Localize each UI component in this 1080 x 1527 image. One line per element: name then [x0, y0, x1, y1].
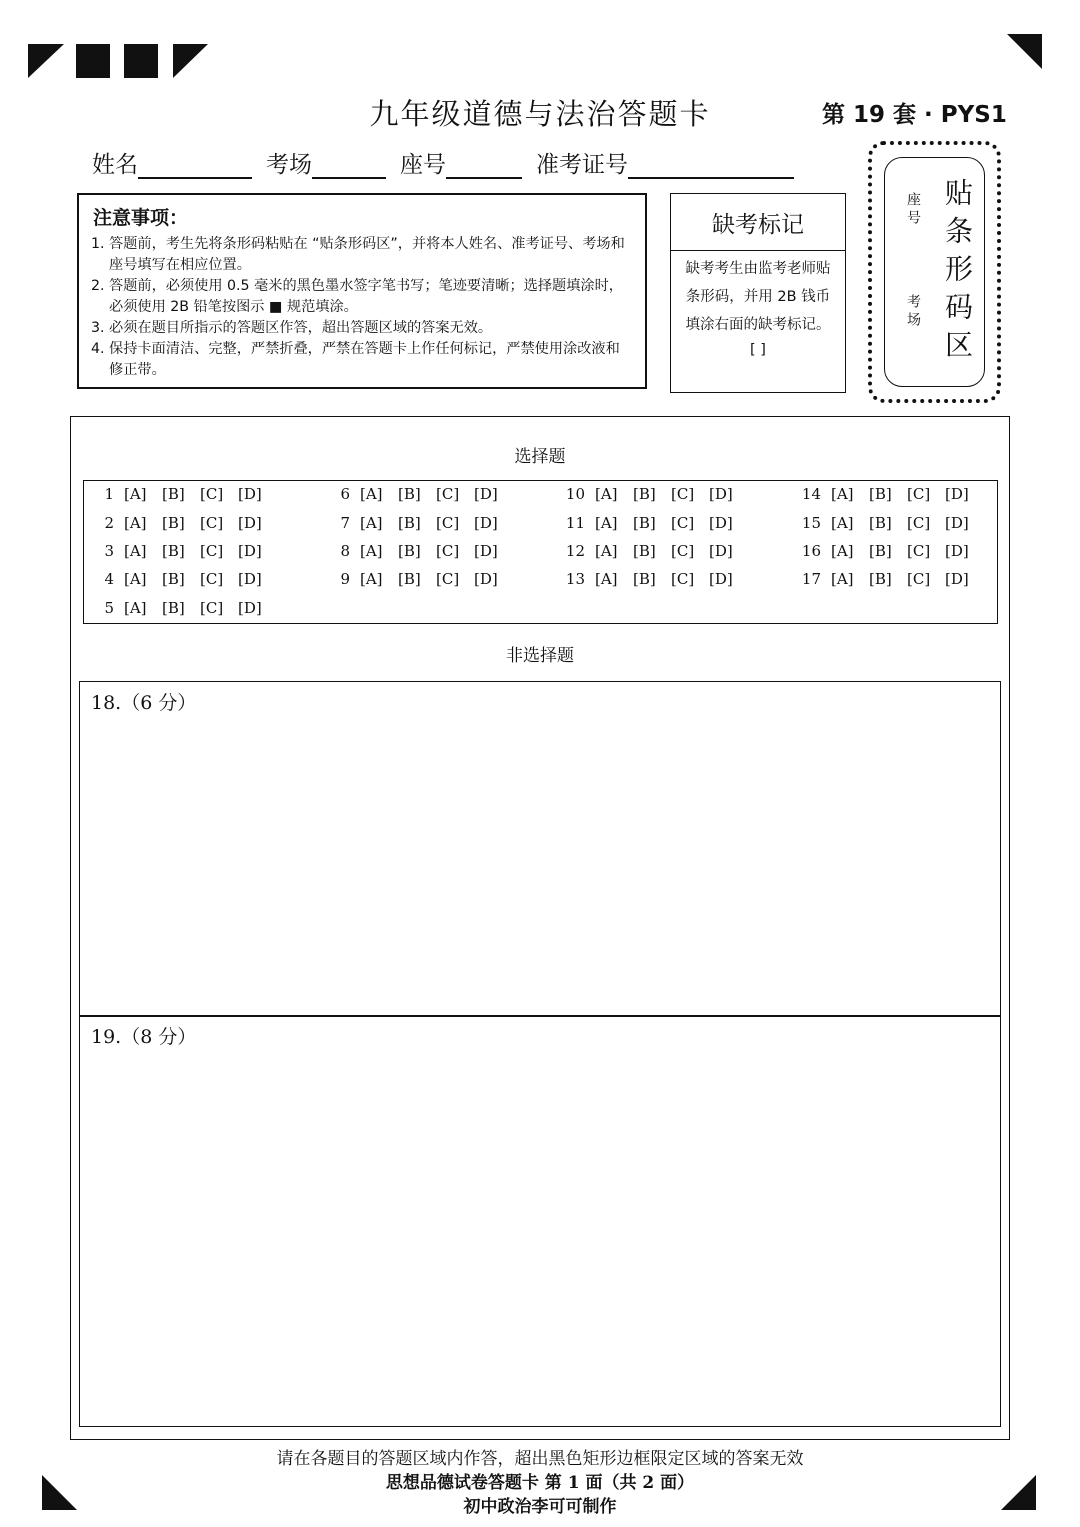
choice-option-bubble[interactable]: [A] — [360, 514, 383, 532]
exam-id-field[interactable] — [628, 149, 794, 179]
choice-option-bubble[interactable]: [B] — [398, 570, 421, 588]
choice-question-10 — [559, 485, 747, 503]
multiple-choice-grid — [83, 480, 998, 624]
choice-option-bubble[interactable]: [A] — [595, 542, 618, 560]
timing-mark — [76, 44, 110, 78]
choice-option-bubble[interactable]: [B] — [633, 514, 656, 532]
footer-credit: 初中政治李可可制作 — [463, 1497, 617, 1517]
barcode-area — [868, 141, 1001, 403]
choice-option-bubble[interactable]: [A] — [831, 542, 854, 560]
choice-option-bubble[interactable]: [C] — [907, 514, 931, 532]
choice-option-bubble[interactable]: [C] — [436, 570, 460, 588]
choice-option-bubble[interactable]: [D] — [238, 485, 262, 503]
choice-option-bubble[interactable]: [C] — [200, 542, 224, 560]
notice-text: 答题前，必须使用 0.5 毫米的黑色墨水签字笔书写；笔迹要清晰；选择题填涂时，必须使用 2B 铅笔按图示 ■ 规范填涂。 — [109, 278, 623, 315]
choice-question-15 — [795, 514, 983, 532]
choice-option-bubble[interactable]: [C] — [671, 514, 695, 532]
question-number: 5 — [104, 599, 114, 617]
choice-question-13 — [559, 570, 747, 588]
choice-option-bubble[interactable]: [A] — [595, 485, 618, 503]
question-number: 10 — [565, 485, 585, 503]
page-title: 九年级道德与法治答题卡 — [369, 97, 711, 131]
notice-text: 必须在题目所指示的答题区作答，超出答题区域的答案无效。 — [109, 320, 493, 336]
choice-option-bubble[interactable]: [A] — [124, 485, 147, 503]
question-number: 11 — [565, 514, 585, 532]
choice-question-2 — [88, 514, 276, 532]
choice-option-bubble[interactable]: [D] — [474, 542, 498, 560]
absent-checkbox[interactable]: [ ] — [750, 342, 766, 358]
choice-option-bubble[interactable]: [B] — [869, 542, 892, 560]
choice-option-bubble[interactable]: [D] — [238, 599, 262, 617]
choice-option-bubble[interactable]: [A] — [360, 542, 383, 560]
choice-option-bubble[interactable]: [B] — [633, 485, 656, 503]
question-number: 2 — [104, 514, 114, 532]
choice-option-bubble[interactable]: [A] — [831, 570, 854, 588]
choice-question-14 — [795, 485, 983, 503]
notice-item — [91, 339, 633, 381]
choice-option-bubble[interactable]: [B] — [633, 570, 656, 588]
absent-mark-box — [670, 193, 846, 393]
choice-option-bubble[interactable]: [C] — [671, 542, 695, 560]
choice-option-bubble[interactable]: [A] — [831, 514, 854, 532]
notice-number: 3. — [91, 320, 105, 336]
notice-box — [77, 193, 647, 389]
question-label: 18.（6 分） — [91, 692, 197, 714]
question-number: 16 — [801, 542, 821, 560]
timing-mark — [124, 44, 158, 78]
choice-option-bubble[interactable]: [D] — [238, 514, 262, 532]
seat-field[interactable] — [446, 149, 522, 179]
choice-option-bubble[interactable]: [A] — [124, 542, 147, 560]
candidate-info-row — [92, 143, 832, 179]
notice-item — [91, 318, 633, 339]
set-label: 第 19 套 · PYS1 — [822, 102, 1007, 128]
choice-option-bubble[interactable]: [B] — [162, 599, 185, 617]
choice-option-bubble[interactable]: [D] — [945, 514, 969, 532]
question-number: 15 — [801, 514, 821, 532]
notice-text: 答题前，考生先将条形码粘贴在 “贴条形码区”，并将本人姓名、准考证号、考场和座号填写在相应位置。 — [109, 236, 625, 273]
choice-option-bubble[interactable]: [B] — [398, 485, 421, 503]
notice-list — [91, 234, 633, 381]
choice-option-bubble[interactable]: [B] — [398, 542, 421, 560]
seat-label: 座号 — [400, 152, 446, 178]
choice-option-bubble[interactable]: [D] — [709, 485, 733, 503]
answer-box-18[interactable] — [79, 681, 1001, 1017]
choice-option-bubble[interactable]: [C] — [200, 599, 224, 617]
choice-question-16 — [795, 542, 983, 560]
choice-option-bubble[interactable]: [A] — [360, 485, 383, 503]
timing-mark — [28, 44, 64, 78]
name-field[interactable] — [138, 149, 252, 179]
choice-option-bubble[interactable]: [C] — [436, 542, 460, 560]
question-number: 8 — [340, 542, 350, 560]
choice-option-bubble[interactable]: [B] — [398, 514, 421, 532]
choice-question-17 — [795, 570, 983, 588]
name-label: 姓名 — [92, 152, 138, 178]
choice-option-bubble[interactable]: [A] — [124, 570, 147, 588]
question-number: 9 — [340, 570, 350, 588]
question-number: 3 — [104, 542, 114, 560]
exam-id-label: 准考证号 — [536, 152, 628, 178]
notice-item — [91, 276, 633, 318]
choice-option-bubble[interactable]: [C] — [200, 514, 224, 532]
absent-text: 缺考考生由监考老师贴条形码，并用 2B 钱币填涂右面的缺考标记。 — [685, 261, 831, 333]
choice-option-bubble[interactable]: [A] — [595, 514, 618, 532]
choice-option-bubble[interactable]: [B] — [869, 570, 892, 588]
question-number: 4 — [104, 570, 114, 588]
footer-page-info: 思想品德试卷答题卡 第 1 面（共 2 面） — [385, 1473, 695, 1493]
notice-number: 1. — [91, 236, 105, 252]
notice-item — [91, 234, 633, 276]
question-number: 12 — [565, 542, 585, 560]
notice-number: 4. — [91, 341, 105, 357]
choice-option-bubble[interactable]: [D] — [945, 542, 969, 560]
question-label: 19.（8 分） — [91, 1026, 197, 1048]
choice-question-4 — [88, 570, 276, 588]
choice-question-5 — [88, 599, 276, 617]
choice-option-bubble[interactable]: [C] — [907, 570, 931, 588]
choice-option-bubble[interactable]: [B] — [162, 570, 185, 588]
choice-question-3 — [88, 542, 276, 560]
choice-option-bubble[interactable]: [A] — [124, 599, 147, 617]
choice-option-bubble[interactable]: [D] — [238, 570, 262, 588]
choice-question-11 — [559, 514, 747, 532]
absent-title: 缺考标记 — [671, 194, 845, 251]
choice-question-8 — [324, 542, 512, 560]
nonchoice-section-title: 非选择题 — [506, 646, 574, 666]
choice-option-bubble[interactable]: [B] — [162, 485, 185, 503]
choice-option-bubble[interactable]: [C] — [671, 485, 695, 503]
choice-option-bubble[interactable]: [D] — [474, 485, 498, 503]
question-number: 14 — [801, 485, 821, 503]
choice-section-title: 选择题 — [514, 447, 566, 467]
choice-option-bubble[interactable]: [C] — [200, 485, 224, 503]
choice-option-bubble[interactable]: [D] — [238, 542, 262, 560]
answer-box-19[interactable] — [79, 1015, 1001, 1427]
question-number: 7 — [340, 514, 350, 532]
choice-option-bubble[interactable]: [A] — [595, 570, 618, 588]
footer-warning: 请在各题目的答题区域内作答，超出黑色矩形边框限定区域的答案无效 — [276, 1449, 804, 1469]
choice-option-bubble[interactable]: [A] — [124, 514, 147, 532]
choice-option-bubble[interactable]: [D] — [945, 570, 969, 588]
room-field[interactable] — [312, 149, 386, 179]
choice-option-bubble[interactable]: [B] — [869, 485, 892, 503]
choice-question-12 — [559, 542, 747, 560]
question-number: 13 — [565, 570, 585, 588]
choice-option-bubble[interactable]: [C] — [907, 485, 931, 503]
choice-question-6 — [324, 485, 512, 503]
choice-option-bubble[interactable]: [C] — [200, 570, 224, 588]
choice-option-bubble[interactable]: [C] — [907, 542, 931, 560]
choice-option-bubble[interactable]: [B] — [633, 542, 656, 560]
choice-option-bubble[interactable]: [D] — [709, 514, 733, 532]
question-number: 6 — [340, 485, 350, 503]
choice-option-bubble[interactable]: [D] — [474, 570, 498, 588]
choice-option-bubble[interactable]: [C] — [671, 570, 695, 588]
timing-mark — [173, 44, 208, 78]
choice-option-bubble[interactable]: [C] — [436, 514, 460, 532]
barcode-label: 贴条形码区 — [941, 178, 974, 368]
choice-option-bubble[interactable]: [A] — [831, 485, 854, 503]
question-number: 1 — [104, 485, 114, 503]
choice-option-bubble[interactable]: [D] — [709, 542, 733, 560]
choice-question-1 — [88, 485, 276, 503]
choice-option-bubble[interactable]: [D] — [945, 485, 969, 503]
notice-number: 2. — [91, 278, 105, 294]
choice-question-7 — [324, 514, 512, 532]
answer-sheet-main — [70, 416, 1010, 1440]
choice-option-bubble[interactable]: [A] — [360, 570, 383, 588]
question-number: 17 — [801, 570, 821, 588]
choice-option-bubble[interactable]: [B] — [162, 542, 185, 560]
choice-question-9 — [324, 570, 512, 588]
barcode-seat-label: 座号 — [905, 192, 921, 228]
barcode-room-label: 考场 — [905, 294, 921, 330]
choice-option-bubble[interactable]: [B] — [162, 514, 185, 532]
notice-heading: 注意事项： — [93, 207, 189, 229]
choice-option-bubble[interactable]: [C] — [436, 485, 460, 503]
absent-body — [671, 251, 845, 361]
timing-mark — [1007, 34, 1042, 69]
barcode-frame — [884, 157, 985, 387]
choice-option-bubble[interactable]: [D] — [709, 570, 733, 588]
choice-option-bubble[interactable]: [B] — [869, 514, 892, 532]
notice-text: 保持卡面清洁、完整，严禁折叠，严禁在答题卡上作任何标记，严禁使用涂改液和修正带。 — [109, 341, 620, 378]
room-label: 考场 — [266, 152, 312, 178]
choice-option-bubble[interactable]: [D] — [474, 514, 498, 532]
